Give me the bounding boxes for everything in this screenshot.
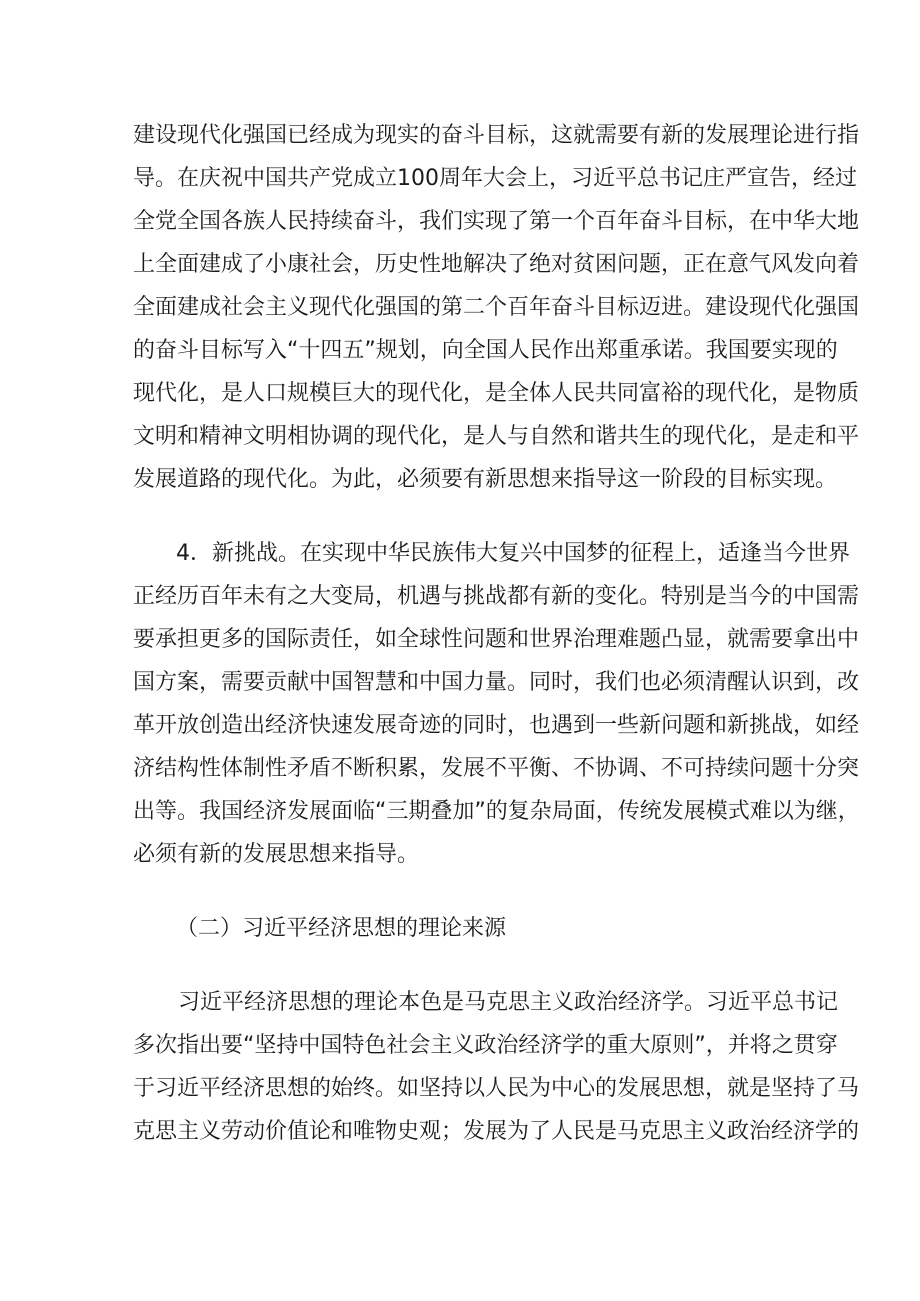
- paragraph-2-line-5: 革开放创造出经济快速发展奇迹的同时，也遇到一些新问题和新挑战，如经: [133, 713, 860, 738]
- paragraph-1-line-2: 导。在庆祝中国共产党成立100周年大会上，习近平总书记庄严宣告，经过: [133, 166, 857, 191]
- paragraph-2-line-6: 济结构性体制性矛盾不断积累，发展不平衡、不协调、不可持续问题十分突: [133, 756, 860, 781]
- paragraph-2-line-1: 4．新挑战。在实现中华民族伟大复兴中国梦的征程上，适逢当今世界: [176, 541, 850, 566]
- paragraph-2-line-2: 正经历百年未有之大变局，机遇与挑战都有新的变化。特别是当今的中国需: [133, 584, 860, 609]
- paragraph-3-line-2: 多次指出要“坚持中国特色社会主义政治经济学的重大原则”，并将之贯穿: [133, 1033, 838, 1058]
- paragraph-1-line-9: 发展道路的现代化。为此，必须要有新思想来指导这一阶段的目标实现。: [133, 467, 838, 492]
- paragraph-1-line-3: 全党全国各族人民持续奋斗，我们实现了第一个百年奋斗目标，在中华大地: [133, 209, 860, 234]
- paragraph-1-line-8: 文明和精神文明相协调的现代化，是人与自然和谐共生的现代化，是走和平: [133, 424, 860, 449]
- section-heading: （二）习近平经济思想的理论来源: [176, 916, 507, 941]
- paragraph-2-line-3: 要承担更多的国际责任，如全球性问题和世界治理难题凸显，就需要拿出中: [133, 627, 860, 652]
- paragraph-2-line-7: 出等。我国经济发展面临“三期叠加”的复杂局面，传统发展模式难以为继，: [133, 799, 860, 824]
- paragraph-3-line-1: 习近平经济思想的理论本色是马克思主义政治经济学。习近平总书记: [178, 990, 839, 1015]
- paragraph-3-line-3: 于习近平经济思想的始终。如坚持以人民为中心的发展思想，就是坚持了马: [133, 1076, 860, 1101]
- paragraph-2-line-4: 国方案，需要贡献中国智慧和中国力量。同时，我们也必须清醒认识到，改: [133, 670, 860, 695]
- paragraph-1-line-1: 建设现代化强国已经成为现实的奋斗目标，这就需要有新的发展理论进行指: [133, 123, 860, 148]
- paragraph-1-line-7: 现代化，是人口规模巨大的现代化，是全体人民共同富裕的现代化，是物质: [133, 381, 860, 406]
- paragraph-3-line-4: 克思主义劳动价值论和唯物史观；发展为了人民是马克思主义政治经济学的: [133, 1119, 860, 1144]
- paragraph-1-line-6: 的奋斗目标写入“十四五”规划，向全国人民作出郑重承诺。我国要实现的: [133, 338, 838, 363]
- paragraph-2-line-8: 必须有新的发展思想来指导。: [133, 842, 420, 867]
- paragraph-1-line-5: 全面建成社会主义现代化强国的第二个百年奋斗目标迈进。建设现代化强国: [133, 295, 860, 320]
- paragraph-1-line-4: 上全面建成了小康社会，历史性地解决了绝对贫困问题，正在意气风发向着: [133, 252, 860, 277]
